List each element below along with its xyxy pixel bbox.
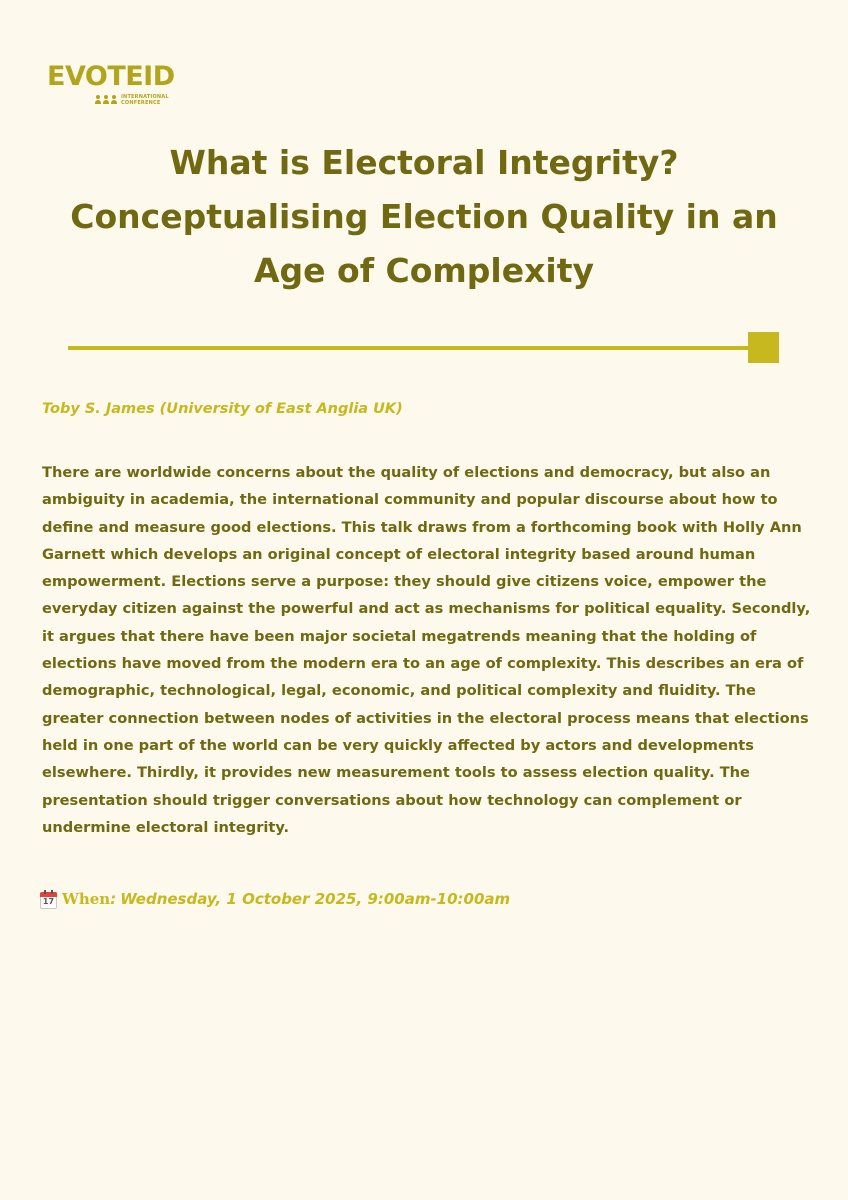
evoteid-logo — [47, 62, 197, 110]
title-line-2: Conceptualising Election Quality in an — [70, 197, 778, 236]
talk-title — [20, 136, 828, 298]
divider-line — [68, 346, 753, 350]
title-line-1: What is Electoral Integrity? — [169, 143, 679, 182]
logo-caption-line2: CONFERENCE — [121, 100, 161, 106]
logo-caption — [121, 94, 169, 106]
divider-square — [748, 332, 779, 363]
title-line-3: Age of Complexity — [253, 251, 595, 290]
when-separator: : — [110, 890, 117, 908]
logo-subline — [95, 94, 169, 106]
people-icon — [95, 95, 117, 104]
when-label: When — [62, 890, 111, 908]
speaker-name: Toby S. James (University of East Anglia UK) — [42, 401, 403, 417]
talk-abstract: There are worldwide concerns about the quality of elections and democracy, but also an ambiguity in academia, the international community and popular discourse about how to define and measure good elections. This talk draws from a forthcoming book with Holly Ann Garnett which develops an original concept of electoral integrity based around human empowerment. Elections serve a purpose: they should give citizens voice, empower the everyday citizen against the powerful and act as mechanisms for political equality. Secondly, it argues that there have been major societal megatrends meaning that the holding of elections have moved from the modern era to an age of complexity. This describes an era of demographic, technological, legal, economic, and political complexity and fluidity. The greater connection between nodes of activities in the electoral process means that elections held in one part of the world can be very quickly affected by actors and developments elsewhere. Thirdly, it provides new measurement tools to assess election quality. The presentation should trigger conversations about how technology can complement or undermine electoral integrity. — [42, 464, 811, 836]
calendar-icon-day: 17 — [42, 897, 55, 906]
logo-caption-line1: INTERNATIONAL — [121, 94, 169, 100]
logo-wordmark: EVOTEID — [47, 61, 175, 92]
calendar-icon — [40, 890, 57, 908]
when-value: Wednesday, 1 October 2025, 9:00am-10:00am — [120, 890, 511, 908]
event-time — [40, 890, 510, 908]
